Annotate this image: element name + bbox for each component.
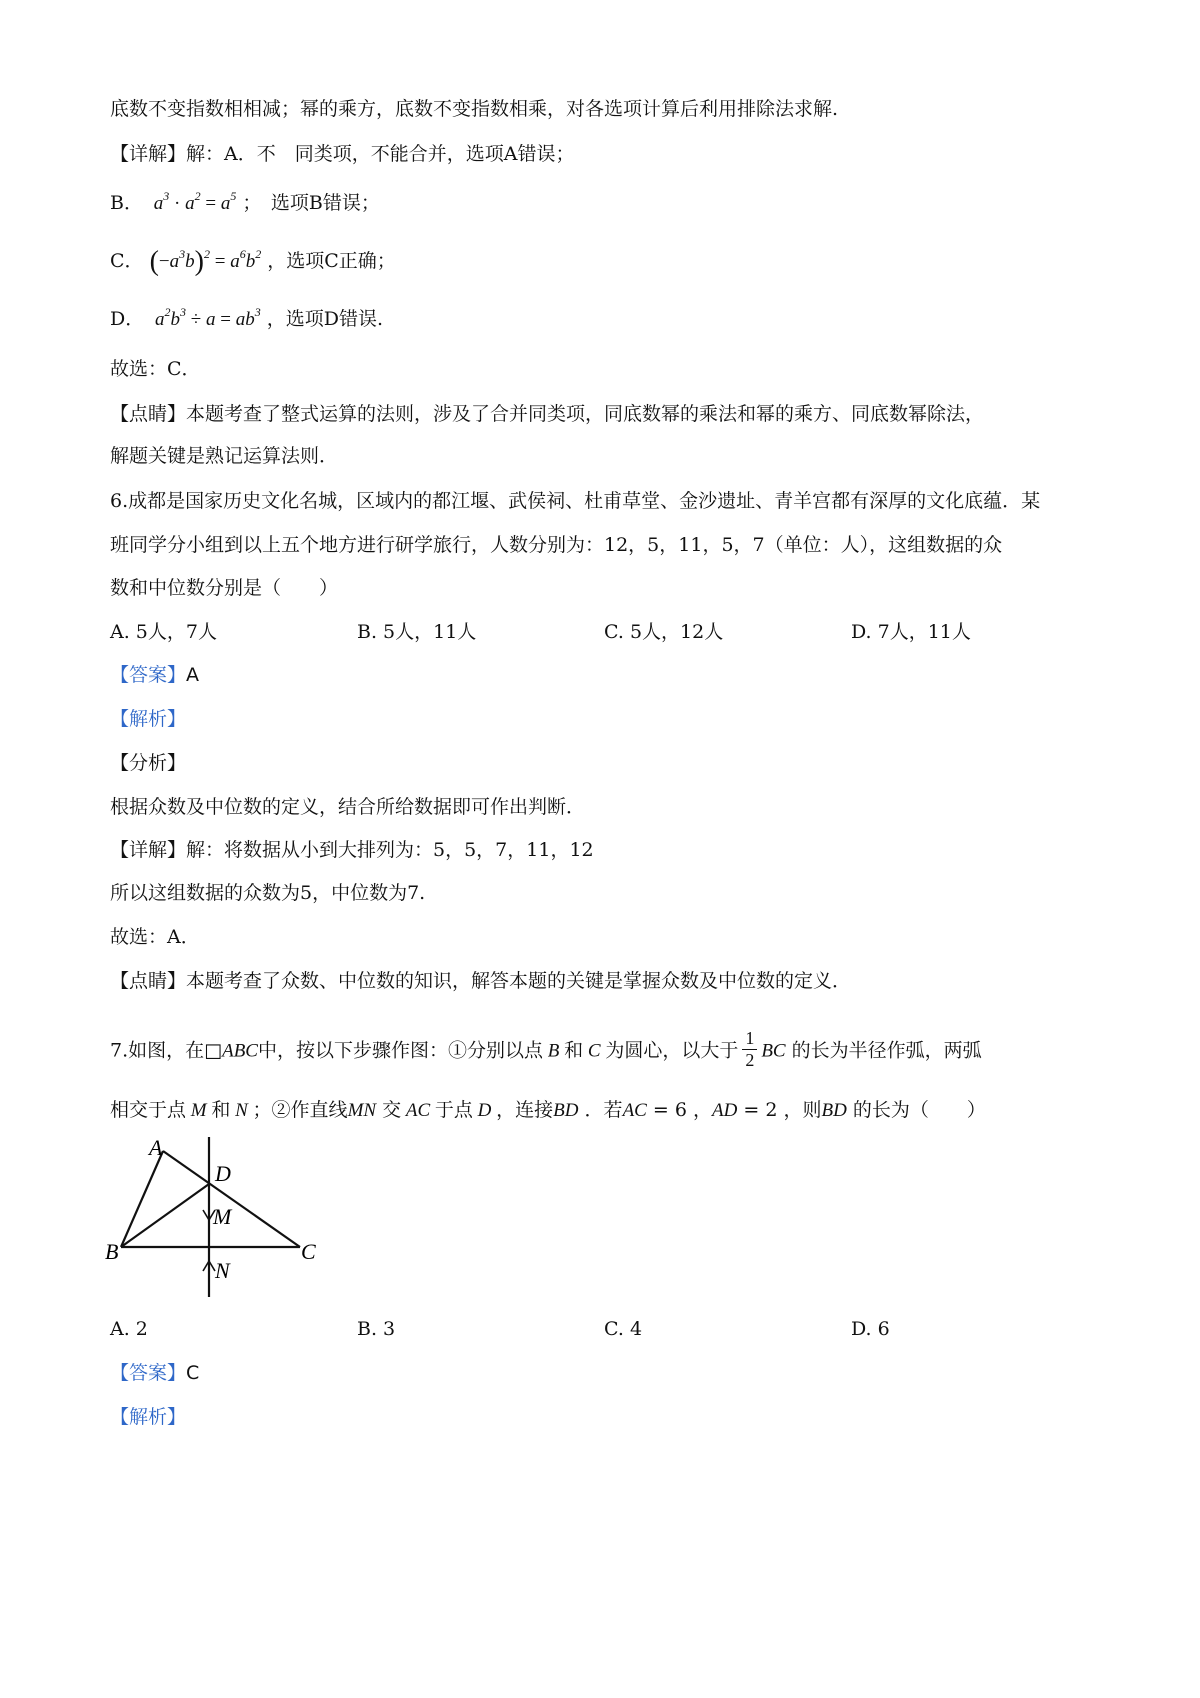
- q6-option-d: D. 7人，11人: [851, 621, 971, 643]
- q7-text: 的长为半径作弧，两弧: [791, 1039, 982, 1062]
- option-d-line: [110, 306, 383, 333]
- label-a: A: [149, 1135, 163, 1160]
- q6-option-b: B. 5人，11人: [357, 621, 477, 643]
- q7-stem-line1: 7.如图，在□ABC中，按以下步骤作图：①分别以点 B 和 C 为圆心，以大于 $\frac{1}{2}$ BC 的长为半径作弧，两弧: [110, 1028, 982, 1070]
- q7-text: ，连接: [496, 1099, 554, 1121]
- text-line: 故选：C．: [110, 358, 201, 380]
- label-m: M: [213, 1204, 232, 1229]
- option-label: C．: [110, 250, 144, 272]
- label-d: D: [215, 1161, 231, 1186]
- text-line: 故选：A．: [110, 926, 200, 948]
- label-n: N: [215, 1258, 230, 1283]
- option-note: ，选项C正确；: [267, 250, 396, 272]
- answer-label: 【答案】: [110, 1362, 187, 1384]
- text-line: 【点睛】本题考查了众数、中位数的知识，解答本题的关键是掌握众数及中位数的定义．: [110, 970, 852, 992]
- q6-stem-line: 6.成都是国家历史文化名城，区域内的都江堰、武侯祠、杜甫草堂、金沙遗址、青羊宫都有深厚的文化底蕴．某: [110, 490, 1041, 512]
- option-b-line: [110, 190, 380, 217]
- side-ac: [163, 1151, 300, 1247]
- label-b: B: [105, 1239, 119, 1264]
- q7-text: ，则: [783, 1099, 822, 1121]
- q7-text: 于点: [434, 1099, 473, 1121]
- option-label: B．: [110, 192, 143, 214]
- q6-fenxi-label: 【分析】: [110, 752, 187, 774]
- q7-text: ．若: [584, 1099, 623, 1121]
- answer-label: 【答案】: [110, 664, 187, 686]
- text-line: 所以这组数据的众数为5，中位数为7.: [110, 882, 426, 904]
- q7-option-a: A. 2: [110, 1318, 148, 1340]
- triangle-figure: [105, 1135, 345, 1310]
- q7-text: 交: [382, 1099, 402, 1121]
- q7-answer: [110, 1360, 199, 1386]
- q7-text: 的长为（ ）: [852, 1099, 986, 1121]
- q6-option-c: C. 5人，12人: [604, 621, 724, 643]
- q7-option-b: B. 3: [357, 1318, 396, 1340]
- q7-text: ，: [692, 1099, 712, 1121]
- text-line: 根据众数及中位数的定义，结合所给数据即可作出判断．: [110, 796, 586, 818]
- q6-option-a: A. 5人，7人: [110, 621, 217, 643]
- q6-answer: [110, 662, 199, 688]
- option-note: ，选项D错误.: [266, 308, 384, 330]
- answer-value: A: [186, 664, 200, 686]
- q7-analysis-label: 【解析】: [110, 1406, 187, 1428]
- q6-stem-line: 数和中位数分别是（ ）: [110, 577, 339, 599]
- formula: $(-a^3b)^2 = a^6b^2$: [149, 246, 262, 277]
- option-c-line: [110, 248, 396, 275]
- label-c: C: [301, 1239, 316, 1264]
- q7-text: 和: [564, 1039, 584, 1062]
- q6-analysis-label: 【解析】: [110, 708, 187, 730]
- q7-option-c: C. 4: [604, 1318, 643, 1340]
- q6-stem-line: 班同学分小组到以上五个地方进行研学旅行，人数分别为：12，5，11，5，7（单位：人），这组数据的众: [110, 534, 1003, 556]
- formula: $a^2b^3 \div a = ab^3$: [150, 304, 261, 330]
- text-line: 解题关键是熟记运算法则．: [110, 445, 339, 467]
- answer-value: C: [186, 1362, 200, 1384]
- q7-option-d: D. 6: [851, 1318, 890, 1340]
- option-label: D．: [110, 308, 145, 330]
- q7-text: 相交于点: [110, 1099, 187, 1121]
- q7-stem-line2: 相交于点 M 和 N ；②作直线MN 交 AC 于点 D ，连接BD ．若AC = 6 ，AD = 2 ，则BD 的长为（ ）: [110, 1099, 986, 1121]
- q7-text: 中，按以下步骤作图：①分别以点: [257, 1039, 543, 1062]
- text-line: 底数不变指数相相减；幂的乘方，底数不变指数相乘，对各选项计算后利用排除法求解.: [110, 98, 839, 120]
- text-line: 【详解】解：A．不 同类项，不能合并，选项A错误；: [110, 143, 575, 165]
- option-note: ； 选项B错误；: [242, 192, 380, 214]
- formula: $a^3 \cdot a^2 = a^5$: [149, 188, 237, 214]
- q7-text: 为圆心，以大于: [605, 1039, 739, 1062]
- q7-text: 7.如图，在□: [110, 1039, 223, 1062]
- text-line: 【详解】解：将数据从小到大排列为：5，5，7，11，12: [110, 839, 594, 861]
- fraction-one-half: $\frac{1}{2}$: [742, 1028, 757, 1071]
- text-line: 【点睛】本题考查了整式运算的法则，涉及了合并同类项，同底数幂的乘法和幂的乘方、同底数幂除法，: [110, 403, 985, 425]
- q7-text: 和: [211, 1099, 231, 1121]
- q7-text: ；②作直线: [252, 1099, 348, 1121]
